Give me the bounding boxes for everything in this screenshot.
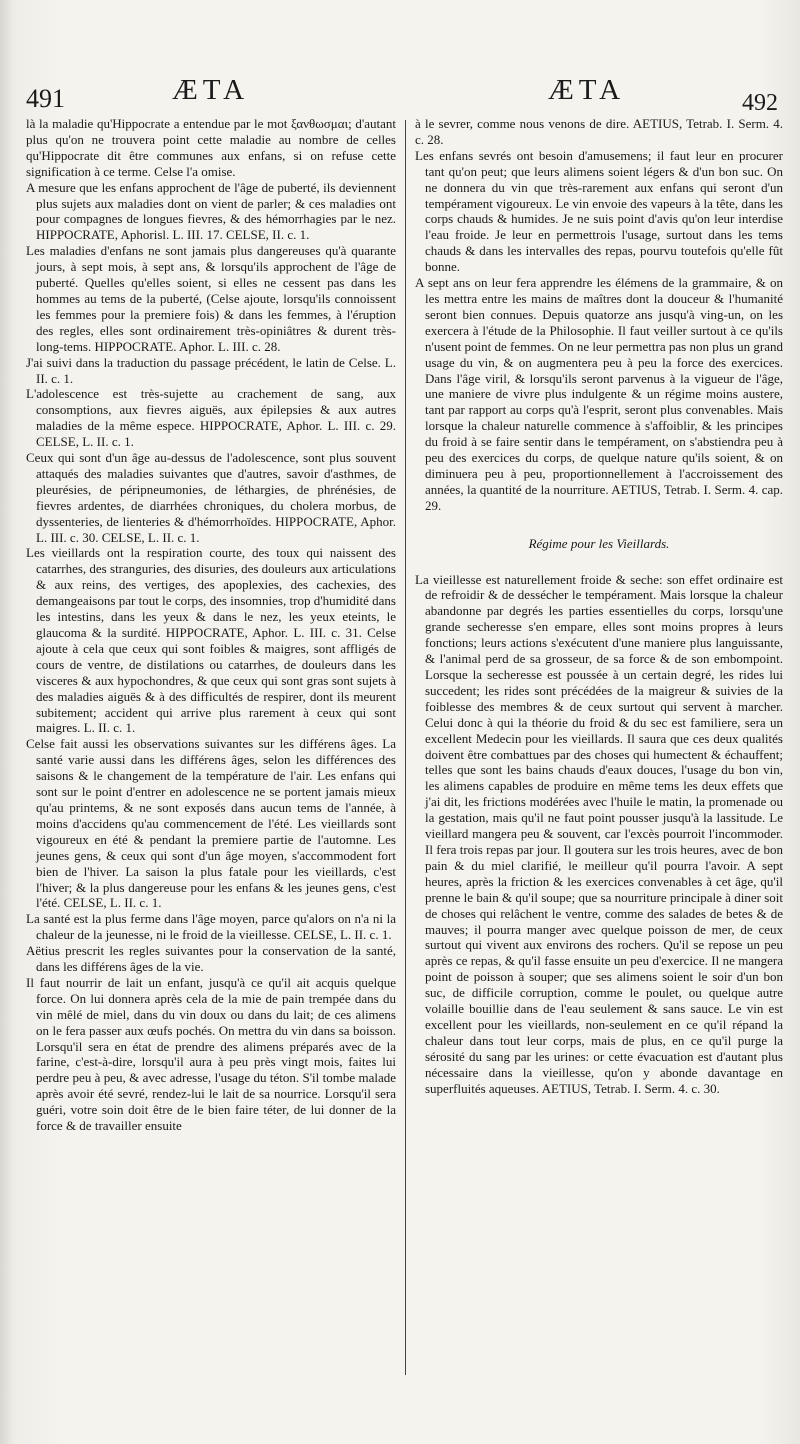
paragraph: L'adolescence est très-sujette au crachement de sang, aux consomptions, aux fievres aiguës, aux épilepsies & aux autres maladies de la même espece. HIPPOCRATE, Aphor. L. III. c. 29. CELSE, L. II. c. 1. (26, 386, 396, 450)
paragraph: A sept ans on leur fera apprendre les élémens de la grammaire, & on les mettra entre les mains de maîtres dont la douceur & l'humanité seront bien connues. Depuis quatorze ans jusqu'à ving-un, on les exercera à l'étude de la Philosophie. Il faut veiller surtout à ce qu'ils n'usent point de femmes. On ne leur permettra pas non plus un grand usage du vin, & on augmentera peu à peu la force des exercices. Dans l'âge viril, & lorsqu'ils seront parvenus à la vigueur de l'âge, une maniere de vivre plus indulgente & un régime moins austere, tant par rapport au corps qu'à l'esprit, seront plus convenables. Mais lorsque la chaleur naturelle commence à s'affoiblir, & les principes du froid à se faire sentir dans le tempérament, on s'abstiendra peu à peu des exercices du corps, de quelque nature qu'ils soient, & on diminuera peu à peu, proportionnellement à l'accroissement des années, la quantité de la nourriture. AETIUS, Tetrab. I. Serm. 4. cap. 29. (415, 275, 783, 513)
paragraph: là la maladie qu'Hippocrate a entendue par le mot ξανθωσμαι; d'autant plus qu'on ne trouvera point cette maladie au nombre de celles qu'Hippocrate dit être communes aux enfans, si on refuse cette signification à ce terme. Celse l'a omise. (26, 116, 396, 179)
paragraph: à le sevrer, comme nous venons de dire. AETIUS, Tetrab. I. Serm. 4. c. 28. (415, 116, 783, 147)
running-title-left: ÆTA (172, 74, 250, 106)
paragraph: Les vieillards ont la respiration courte, des toux qui naissent des catarrhes, des stranguries, des disuries, des douleurs aux articulations & aux reins, des vertiges, des apoplexies, des cachexies, des demangeaisons par tout le corps, des insomnies, trop d'humidité dans les intestins, dans les yeux & dans le nez, les yeux eteints, le glaucoma & la surdité. HIPPOCRATE, Aphor. L. III. c. 31. Celse ajoute à cela que ceux qui sont foibles & maigres, sont affligés de cours de ventre, de distilations ou catarrhes, de douleurs dans les visceres & aux hypochondres, & que ceux qui sont gras sont sujets à des maladies aiguës & à des difficultés de respirer, dont ils meurent subitement; accident qui arrive plus rarement à ceux qui sont maigres. L. II. c. 1. (26, 545, 396, 736)
running-head (0, 74, 800, 114)
paragraph: Il faut nourrir de lait un enfant, jusqu'à ce qu'il ait acquis quelque force. On lui donnera après cela de la mie de pain trempée dans du vin mêlé de miel, dans du vin doux ou dans du lait; de ces alimens on le fera passer aux œufs pochés. On mettra du vin dans sa boisson. Lorsqu'il sera en état de prendre des alimens préparés avec de la farine, c'est-à-dire, lorsqu'il aura à peu près vingt mois, faites lui perdre peu à peu, & avec adresse, l'usage du téton. S'il tombe malade après avoir été sevré, rendez-lui le lait de sa nourrice. Lorsqu'il sera guéri, votre soin doit être de le bien faire téter, de lui donner de la force & de travailler ensuite (26, 974, 396, 1134)
page-number-left: 491 (26, 84, 65, 113)
paragraph: Les enfans sevrés ont besoin d'amusemens; il faut leur en procurer tant qu'on peut; que leurs alimens soient légers & d'un bon suc. On ne donnera du vin que très-rarement aux enfans qui seront d'un tempérament vigoureux. Le vin envoie des vapeurs à la tête, dans les corps chauds & humides. Je ne suis point d'avis qu'on leur interdise l'eau froide. Je leur en permettrois l'usage, surtout dans les tems chauds & dans les intervalles des repas, pourvu toutefois qu'elle fût bonne. (415, 147, 783, 275)
section-heading: Régime pour les Vieillards. (528, 535, 670, 551)
paragraph: Aëtius prescrit les regles suivantes pour la conservation de la santé, dans les différens âges de la vie. (26, 943, 396, 975)
paragraph: Les maladies d'enfans ne sont jamais plus dangereuses qu'à quarante jours, à sept mois, à sept ans, & lorsqu'ils approchent de l'âge de puberté. Quelles qu'elles soient, si elles ne cessent pas dans les hommes au tems de la puberté, (Celse ajoute, lorsqu'ils connoissent les femmes pour la premiere fois) & dans les femmes, à l'éruption des regles, elles sont ordinairement très-opiniâtres & durent très-long-tems. HIPPOCRATE. Aphor. L. III. c. 28. (26, 243, 396, 354)
paragraph: La vieillesse est naturellement froide & seche: son effet ordinaire est de refroidir & de dessécher le tempérament. Mais lorsque la chaleur abandonne par degrés les parties essentielles du corps, lorsqu'une grande secheresse s'en empare, elles sont moins propres à leurs fonctions; leurs actions s'exécutent d'une maniere plus languissante, & l'animal perd de sa grosseur, de sa force & de son embompoint. Lorsque la secheresse est poussée à un certain degré, les rides lui succedent; les rides sont précédées de la maigreur & suivies de la foiblesse des membres & de ceux surtout qui servent à marcher. Celui donc à qui la théorie du froid & du sec est familiere, sera un excellent Medecin pour les vieillards. Il saura que ces deux qualités doivent être combattues par des choses qui humectent & échauffent; telles que sont les bains chauds d'eaux douces, l'usage du bon vin, les alimens capables de produire en même tems les deux effets que j'ai dit, les frictions modérées avec l'huile le matin, la promenade ou la gestation, mais qu'il ne faut point pousser jusqu'à la lassitude. Le vieillard mangera peu & souvent, car l'excès pourroit l'incommoder. Il fera trois repas par jour. Il goutera sur les trois heures, avec de bon pain & du miel clarifié, le meilleur qu'il pourra l'avoir. A sept heures, après la friction & les exercices convenables à cet âge, qu'il prenne le bain & qu'il soupe; que sa nourriture principale à diner soit de choses qui relâchent le ventre, comme des salades de betes & de mauves; il pourra manger avec quelque poisson de mer, de ceux surtout qui vivent aux environs des rochers. Qu'il se repose un peu après ce repas, & qu'il fasse ensuite un peu d'exercice. Il ne mangera point de poisson à souper; que ses alimens soient le soir d'un bon suc, de difficile corruption, comme le poulet, ou quelque autre volaille bouillie dans de l'eau seulement & sans sauce. Le vin est excellent pour les vieillards, non-seulement en ce qu'il répand la chaleur dans tout leur corps, mais de plus, en ce qu'il purge la sérosité du sang par les urines: or cette évacuation est d'autant plus nécessaire dans la vieillesse, qu'on y abonde davantage en superfluités aqueuses. AETIUS, Tetrab. I. Serm. 4. c. 30. (415, 571, 783, 1096)
left-text-column (26, 116, 396, 1134)
paragraph: Celse fait aussi les observations suivantes sur les différens âges. La santé varie aussi dans les différens âges, selon les différences des saisons & le changement de la température de l'air. Les enfans qui sont sur le point d'entrer en adolescence ne se portent jamais mieux qu'au printems, & ne sont exposés dans aucun tems de l'année, à moins d'accidens qu'au commencement de l'été. Les vieillards sont vigoureux en été & pendant la premiere partie de l'automne. Les jeunes gens, & ceux qui sont d'un âge moyen, s'accommodent fort bien de l'hiver. La saison la plus fatale pour les vieillards, c'est l'hiver; & la plus dangereuse pour les enfans & les jeunes gens, c'est l'été. CELSE, L. II. c. 1. (26, 736, 396, 911)
running-title-right: ÆTA (548, 74, 626, 106)
paragraph: A mesure que les enfans approchent de l'âge de puberté, ils deviennent plus sujets aux maladies dont on vient de parler; & ces maladies ont pour compagnes de longues fievres, & des hémorrhagies par le nez. HIPPOCRATE, Aphorisl. L. III. 17. CELSE, II. c. 1. (26, 179, 396, 243)
paragraph: J'ai suivi dans la traduction du passage précédent, le latin de Celse. L. II. c. 1. (26, 354, 396, 386)
column-divider (405, 120, 406, 1375)
right-text-column (415, 116, 783, 1096)
paragraph: Ceux qui sont d'un âge au-dessus de l'adolescence, sont plus souvent attaqués des maladies suivantes que d'autres, savoir d'asthmes, de pleurésies, de péripneumonies, de léthargies, de phrénésies, de fievres ardentes, de diarrhées chroniques, du cholera morbus, de dyssenteries, de lienteries & d'hémorrhoïdes. HIPPOCRATE, Aphor. L. III. c. 30. CELSE, L. II. c. 1. (26, 450, 396, 545)
paragraph: La santé est la plus ferme dans l'âge moyen, parce qu'alors on n'a ni la chaleur de la jeunesse, ni le froid de la vieillesse. CELSE, L. II. c. 1. (26, 911, 396, 943)
page-number-right: 492 (742, 90, 778, 116)
